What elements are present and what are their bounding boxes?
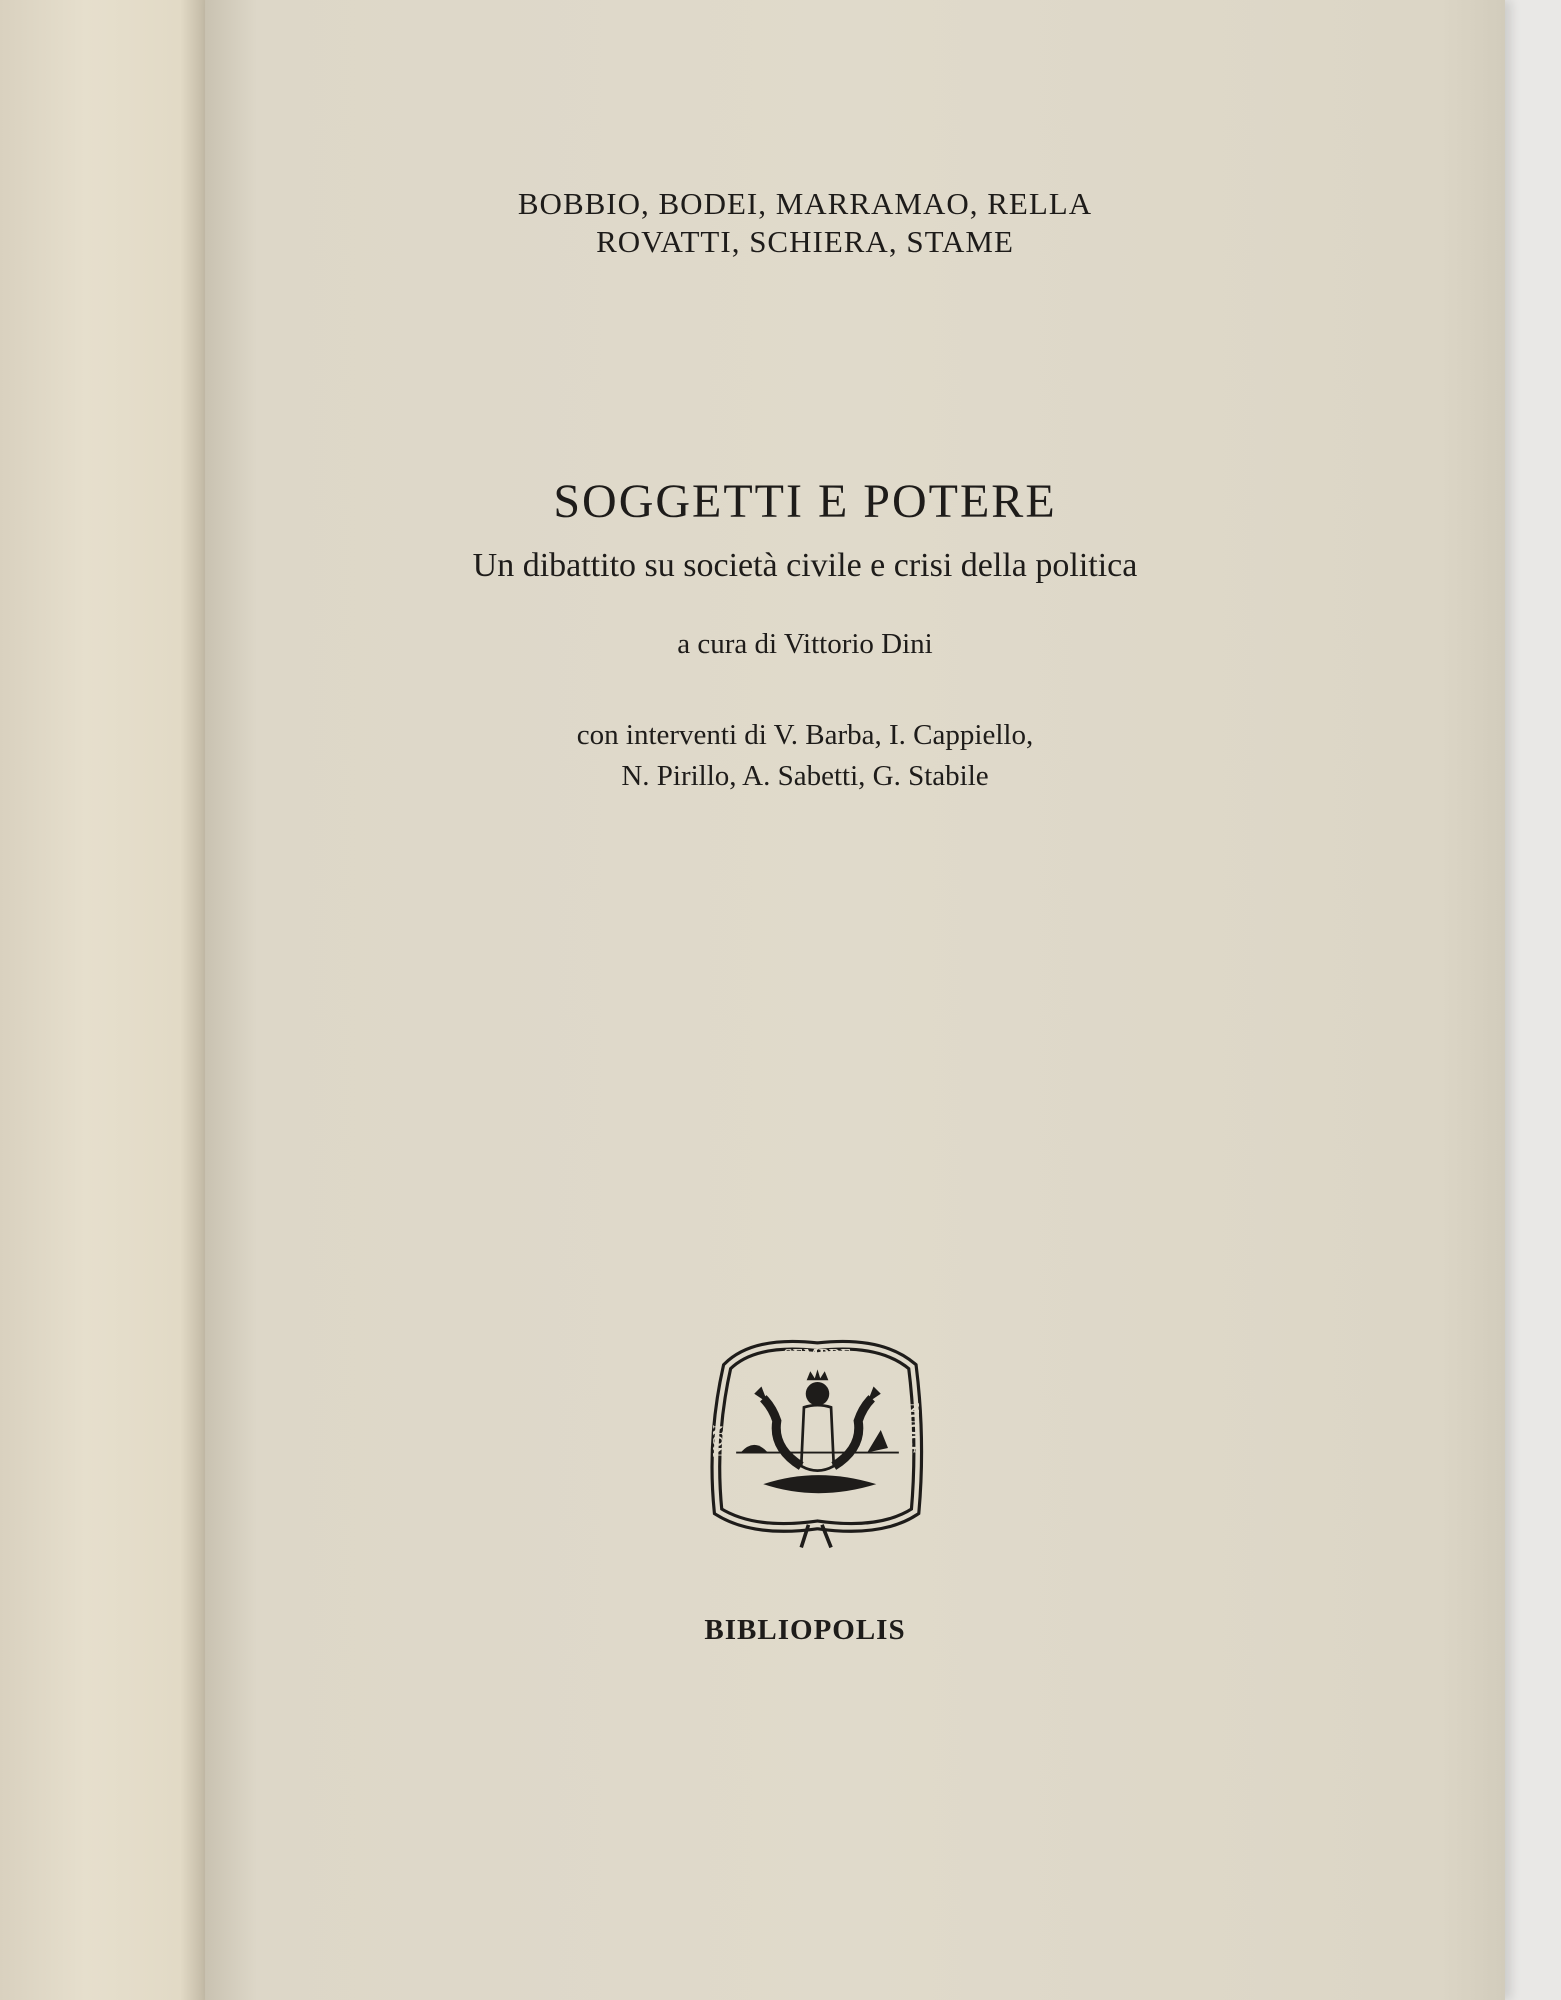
authors-line-2: ROVATTI, SCHIERA, STAME: [596, 224, 1014, 259]
publisher-mermaid-logo: [700, 1326, 935, 1561]
authors-line-1: BOBBIO, BODEI, MARRAMAO, RELLA: [517, 186, 1093, 221]
book-subtitle: Un dibattito su società civile e crisi della politica: [472, 547, 1138, 584]
publisher-name: BIBLIOPOLIS: [704, 1614, 906, 1646]
svg-text:SEMPRE: SEMPRE: [783, 1345, 852, 1364]
svg-text:NUOCE: NUOCE: [905, 1402, 922, 1456]
book-title: SOGGETTI E POTERE: [553, 475, 1057, 528]
contributors-line-2: N. Pirillo, A. Sabetti, G. Stabile: [621, 760, 989, 792]
editor-line: a cura di Vittorio Dini: [677, 628, 933, 660]
title-page: [205, 0, 1505, 2000]
contributors-line-1: con interventi di V. Barba, I. Cappiello,: [576, 719, 1034, 751]
svg-text:NON: NON: [710, 1424, 727, 1458]
left-page: [0, 0, 212, 2000]
